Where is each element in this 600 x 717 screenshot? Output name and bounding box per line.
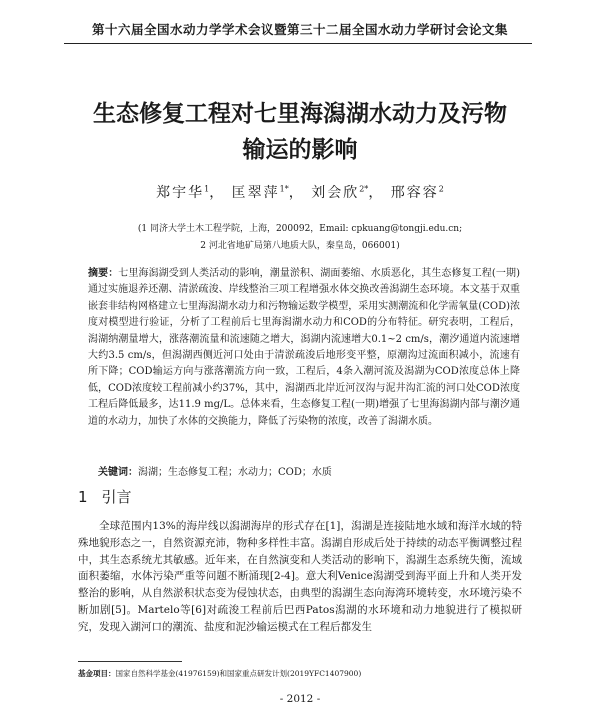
author-affiliation-mark: 2*	[359, 184, 369, 194]
affiliation-line-1: (1 同济大学土木工程学院，上海，200092，Email: cpkuang@tongji.edu.cn;	[137, 224, 463, 234]
author-list: 郑宇华$^1$， 匡翠萍$^{1*}$， 刘会欣$^{2*}$， 邢容容$^2$	[156, 184, 444, 201]
keywords	[98, 463, 332, 478]
author-name: 邢容容	[390, 185, 439, 201]
keywords-text: 潟湖；生态修复工程；水动力；COD；水质	[138, 467, 332, 478]
running-head: 第十六届全国水动力学学术会议暨第三十二届全国水动力学研讨会论文集	[91, 22, 508, 37]
footnote-rule	[78, 661, 182, 662]
title-line-1: 生态修复工程对七里海潟湖水动力及污物	[93, 101, 507, 127]
author-name: 刘会欣	[311, 185, 360, 201]
footnote	[78, 668, 361, 679]
body-paragraph: 全球范围内13%的海岸线以潟湖海岸的形式存在[1]，潟湖是连接陆地水域和海洋水域的特殊地貌形态之一，自然资源充沛，物种多样性丰富。潟湖自形成后处于持续的动态平衡调整过程中，其生态系统尤其敏感。近年来，在自然演变和人类活动的影响下，潟湖生态系统失衡，流域面积萎缩，水体污染严重等问题不断涌现[2-4]。意大利Venice潟湖受到海平面上升和人类开发整治的影响，从自然淤积状态变为侵蚀状态，由典型的潟湖生态向海湾环境转变，水环境污染不断加剧[5]。Martelo等[6]对疏浚工程前后巴西Patos潟湖的水环境和动力地貌进行了模拟研究，发现入湖河口的潮流、盐度和泥沙输运模式在工程后都发生	[78, 520, 522, 633]
author-affiliation-mark: 1*	[279, 184, 289, 194]
abstract-text: 七里海潟湖受到人类活动的影响，潮量淤积、湖面萎缩、水质恶化，其生态修复工程(一期)通过实施退养还潮、清淤疏浚、岸线整治三项工程增强水体交换改善潟湖生态环境。本文基于双重嵌套非结构网格建立七里海潟湖水动力和污物输运数学模型，采用实测潮流和化学需氧量(COD)浓度对模型进行验证，分析了工程前后七里海潟湖水动力和COD的分布特征。研究表明，工程后，潟湖纳潮量增大，涨落潮流量和流速随之增大，潟湖内流速增大0.1~2 cm/s，潮汐通道内流速增大约3.5 cm/s，但潟湖西侧近河口处由于清淤疏浚后地形变平整，原潮沟过流面积减小，流速有所下降；COD输运方向与涨落潮流方向一致，工程后，4条入潮河流及潟湖为COD浓度总体上降低，COD浓度较工程前减小约37%，其中，潟湖西北岸近河汊沟与泥井沟汇流的河口处COD浓度工程后降低最多，达11.9 mg/L。总体来看，生态修复工程(一期)增强了七里海潟湖内部与潮汐通道的水动力，加快了水体的交换能力，降低了污染物的浓度，改善了潟湖水质。	[88, 268, 520, 427]
section-number: 1	[78, 488, 88, 506]
author-name: 郑宇华	[156, 185, 205, 201]
footnote-label: 基金项目：	[78, 669, 116, 678]
header-rule	[64, 43, 532, 44]
author-affiliation-mark: 2	[438, 184, 444, 194]
footnote-text: 国家自然科学基金(41976159)和国家重点研发计划(2019YFC1407900)	[115, 669, 362, 678]
keywords-label: 关键词：	[98, 467, 138, 478]
abstract	[88, 266, 520, 430]
section-title: 引言	[101, 488, 132, 506]
title-line-2: 输运的影响	[242, 137, 358, 163]
page-number: - 2012 -	[279, 693, 321, 705]
abstract-label: 摘要：	[88, 268, 119, 279]
author-name: 匡翠萍	[231, 185, 280, 201]
body-text	[78, 518, 522, 636]
paper-title	[0, 96, 600, 168]
section-heading	[78, 486, 132, 507]
affiliation-line-2: 2 河北省地矿局第八地质大队，秦皇岛，066001)	[200, 241, 400, 251]
author-affiliation-mark: 1	[204, 184, 210, 194]
